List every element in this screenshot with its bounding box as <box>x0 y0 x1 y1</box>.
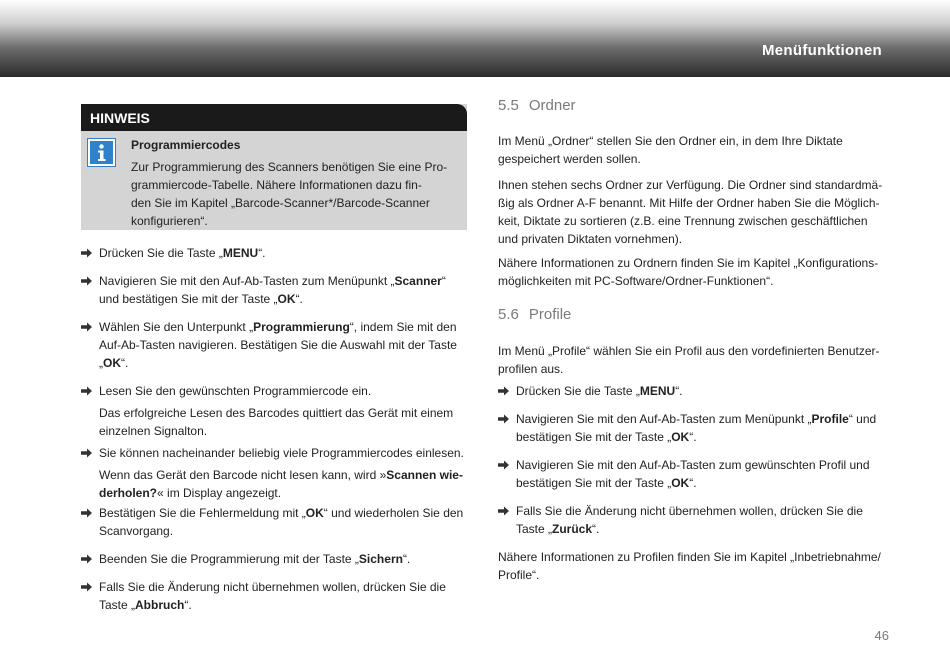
step-text: Taste „ <box>516 522 553 536</box>
hinweis-heading: HINWEIS <box>81 104 467 131</box>
step-text: Wenn das Gerät den Barcode nicht lesen kann, wird » <box>99 468 387 482</box>
step-text: “. <box>675 384 683 398</box>
step-text: « im Display angezeigt. <box>157 486 282 500</box>
profile-paragraph-1 <box>498 342 888 378</box>
key-label: OK <box>277 292 296 306</box>
text-line: Nähere Informationen zu Ordnern finden Sie im Kapitel „Konfigurations- <box>498 256 879 270</box>
step-text-line <box>99 354 471 372</box>
key-label: OK <box>305 506 324 520</box>
step-text-line <box>99 290 471 308</box>
section-title: Ordner <box>528 97 576 114</box>
hinweis-subtitle: Programmiercodes <box>131 138 241 152</box>
arrow-right-icon <box>81 244 95 262</box>
section-number: 5.5 <box>498 97 519 114</box>
step-text: “. <box>184 598 192 612</box>
ordner-paragraph-3 <box>498 254 888 290</box>
step-text: Scanvorgang. <box>99 524 174 538</box>
step-text-line <box>516 410 888 428</box>
arrow-right-icon <box>81 272 95 290</box>
arrow-right-icon <box>498 502 512 520</box>
step-text: “ <box>441 274 446 288</box>
step-text: “ und wiederholen Sie den <box>323 506 464 520</box>
step-text-line <box>99 484 471 502</box>
key-label: Abbruch <box>135 598 185 612</box>
step-item <box>498 382 888 400</box>
arrow-right-icon <box>498 410 512 428</box>
page-number: 46 <box>874 628 889 643</box>
step-text: Sie können nacheinander beliebig viele Programmiercodes einlesen. <box>99 446 464 460</box>
step-text-line <box>99 422 471 440</box>
arrow-right-icon <box>81 550 95 568</box>
key-label: Programmierung <box>253 320 350 334</box>
text-line: ßig als Ordner A-F benannt. Mit Hilfe der Ordner haben Sie die Möglich- <box>498 196 880 210</box>
section-title: Profile <box>528 306 572 323</box>
step-text-line <box>516 520 888 538</box>
step-text: Auf-Ab-Tasten navigieren. Bestätigen Sie die Auswahl mit der Taste <box>99 338 457 352</box>
page-header-title: Menüfunktionen <box>761 42 882 59</box>
step-text: “. <box>402 552 411 566</box>
step-text: Navigieren Sie mit den Auf-Ab-Tasten zum Menüpunkt „ <box>516 412 812 426</box>
step-text-line <box>99 596 471 614</box>
step-text: einzelnen Signalton. <box>99 424 208 438</box>
text-line: Ihnen stehen sechs Ordner zur Verfügung. Die Ordner sind standardmä- <box>498 178 883 192</box>
step-text-line <box>516 428 888 446</box>
step-text: bestätigen Sie mit der Taste „ <box>516 430 672 444</box>
hinweis-line: den Sie im Kapitel „Barcode-Scanner*/Barcode-Scanner <box>131 196 430 210</box>
step-text: “. <box>121 356 129 370</box>
step-text-line <box>516 502 888 520</box>
step-item <box>498 456 888 492</box>
text-line: keit, Diktate zu sortieren (z.B. eine Trennung zwischen geschäftlichen <box>498 214 868 228</box>
step-text-line <box>99 444 471 462</box>
step-item <box>81 318 471 372</box>
text-line: möglichkeiten mit PC-Software/Ordner-Funktionen“. <box>498 274 774 288</box>
step-text-line <box>99 578 471 596</box>
section-ordner-heading <box>498 97 576 114</box>
step-item <box>498 410 888 446</box>
left-step-list <box>81 244 471 624</box>
key-label: MENU <box>222 246 259 260</box>
step-text-line <box>99 522 471 540</box>
step-text: Taste „ <box>99 598 136 612</box>
step-text: Wählen Sie den Unterpunkt „ <box>99 320 254 334</box>
ordner-paragraph-2 <box>498 176 888 248</box>
key-label: MENU <box>639 384 676 398</box>
arrow-right-icon <box>81 578 95 596</box>
step-text: Navigieren Sie mit den Auf-Ab-Tasten zum Menüpunkt „ <box>99 274 395 288</box>
step-extra-note <box>99 404 471 440</box>
text-line: Nähere Informationen zu Profilen finden Sie im Kapitel „Inbetriebnahme/ <box>498 550 881 564</box>
key-label: OK <box>103 356 121 370</box>
key-label: derholen? <box>99 486 158 500</box>
text-line: gespeichert werden sollen. <box>498 152 641 166</box>
step-text: und bestätigen Sie mit der Taste „ <box>99 292 278 306</box>
step-item <box>81 382 471 440</box>
step-extra-note <box>99 466 471 502</box>
text-line: Im Menü „Profile“ wählen Sie ein Profil aus den vordefinierten Benutzer- <box>498 344 880 358</box>
text-line: profilen aus. <box>498 362 564 376</box>
text-line: Im Menü „Ordner“ stellen Sie den Ordner ein, in dem Ihre Diktate <box>498 134 843 148</box>
hinweis-line: grammiercode-Tabelle. Nähere Informationen dazu fin- <box>131 178 422 192</box>
step-text: “, indem Sie mit den <box>349 320 457 334</box>
hinweis-text <box>131 136 461 230</box>
step-item <box>81 244 471 262</box>
ordner-paragraph-1 <box>498 132 888 168</box>
arrow-right-icon <box>498 456 512 474</box>
profile-paragraph-2 <box>498 548 888 584</box>
step-text-line <box>99 466 471 484</box>
hinweis-line: konfigurieren“. <box>131 214 208 228</box>
step-text: Bestätigen Sie die Fehlermeldung mit „ <box>99 506 306 520</box>
step-item <box>498 502 888 538</box>
step-text-line <box>99 318 471 336</box>
hinweis-box <box>81 104 467 230</box>
step-text-line <box>99 404 471 422</box>
key-label: Scannen wie- <box>386 468 463 482</box>
step-text: “. <box>689 476 697 490</box>
step-text: “. <box>592 522 600 536</box>
arrow-right-icon <box>81 504 95 522</box>
step-text-line <box>516 382 888 400</box>
info-icon <box>88 139 115 166</box>
step-text: “. <box>689 430 697 444</box>
step-text-line <box>99 244 471 262</box>
step-text: Lesen Sie den gewünschten Programmiercode ein. <box>99 384 372 398</box>
step-text: “. <box>258 246 266 260</box>
step-item <box>81 550 471 568</box>
step-text: Falls Sie die Änderung nicht übernehmen wollen, drücken Sie die <box>516 504 863 518</box>
step-text: “ und <box>848 412 877 426</box>
step-text-line <box>99 336 471 354</box>
text-line: und privaten Diktaten vornehmen). <box>498 232 683 246</box>
step-item <box>81 444 471 502</box>
page-header-bar <box>0 0 950 77</box>
key-label: Scanner <box>394 274 442 288</box>
hinweis-line: Zur Programmierung des Scanners benötigen Sie eine Pro- <box>131 160 448 174</box>
step-text: Beenden Sie die Programmierung mit der Taste „ <box>99 552 359 566</box>
step-text: Navigieren Sie mit den Auf-Ab-Tasten zum gewünschten Profil und <box>516 458 870 472</box>
step-text: “. <box>295 292 303 306</box>
key-label: Sichern <box>358 552 403 566</box>
arrow-right-icon <box>81 318 95 336</box>
step-item <box>81 272 471 308</box>
section-number: 5.6 <box>498 306 519 323</box>
arrow-right-icon <box>81 382 95 400</box>
key-label: Profile <box>811 412 849 426</box>
step-item <box>81 504 471 540</box>
step-text: Drücken Sie die Taste „ <box>99 246 223 260</box>
step-text-line <box>99 504 471 522</box>
key-label: OK <box>671 476 690 490</box>
arrow-right-icon <box>498 382 512 400</box>
step-text-line <box>99 382 471 400</box>
step-text: Drücken Sie die Taste „ <box>516 384 640 398</box>
section-profile-heading <box>498 306 571 323</box>
arrow-right-icon <box>81 444 95 462</box>
profile-step-list <box>498 382 888 548</box>
step-text-line <box>516 456 888 474</box>
step-text-line <box>99 550 471 568</box>
step-text: Falls Sie die Änderung nicht übernehmen wollen, drücken Sie die <box>99 580 446 594</box>
step-text: „ <box>99 356 103 370</box>
key-label: Zurück <box>552 522 593 536</box>
step-item <box>81 578 471 614</box>
step-text-line <box>99 272 471 290</box>
step-text: Das erfolgreiche Lesen des Barcodes quittiert das Gerät mit einem <box>99 406 454 420</box>
key-label: OK <box>671 430 690 444</box>
step-text-line <box>516 474 888 492</box>
text-line: Profile“. <box>498 568 540 582</box>
step-text: bestätigen Sie mit der Taste „ <box>516 476 672 490</box>
